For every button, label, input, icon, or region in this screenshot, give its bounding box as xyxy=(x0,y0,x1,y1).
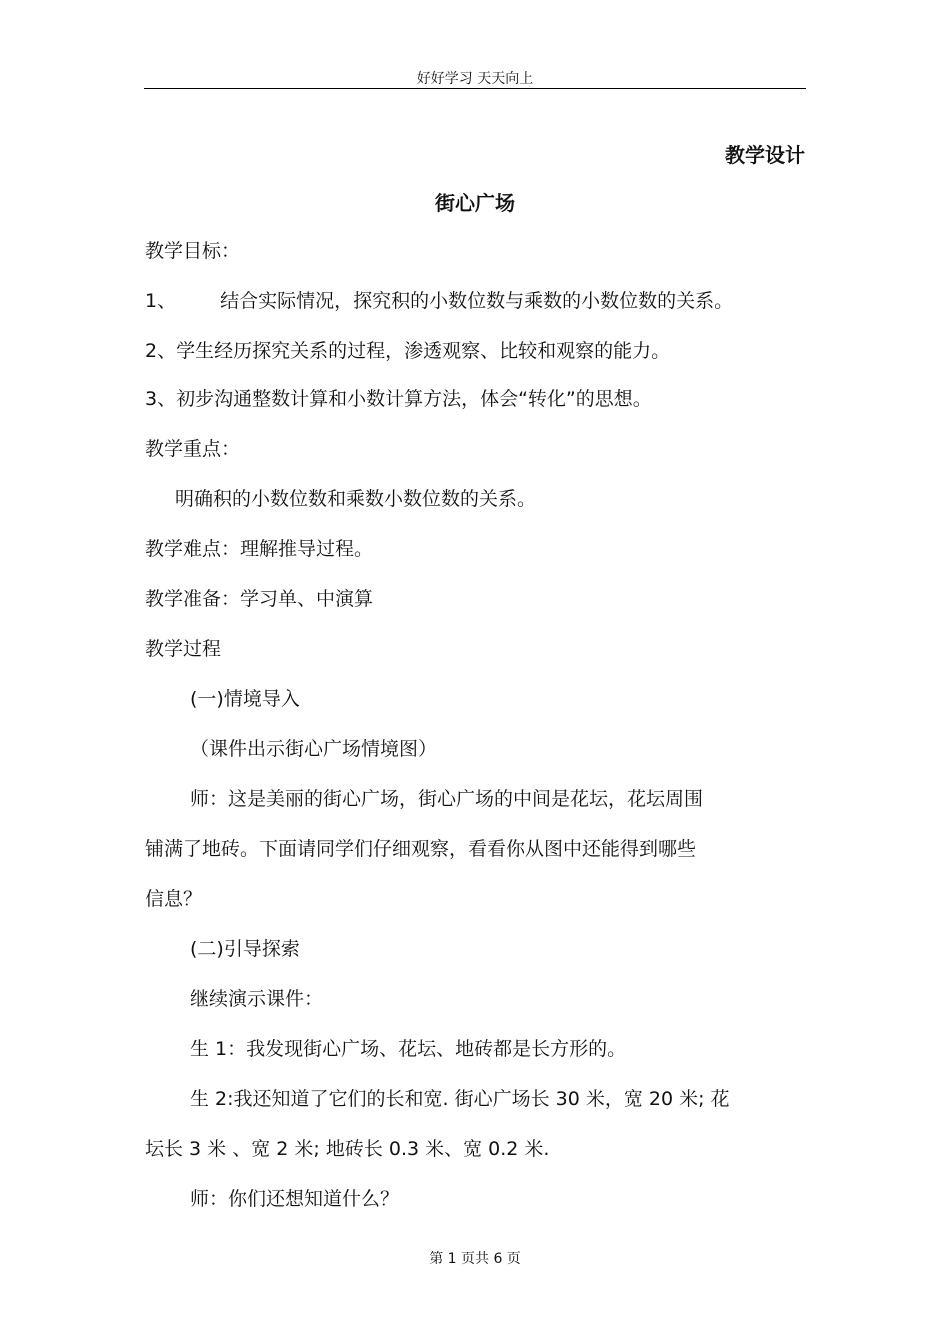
objective-item-1-text: 结合实际情况，探究积的小数位数与乘数的小数位数的关系。 xyxy=(220,290,734,312)
section-1-heading: (一)情境导入 xyxy=(190,688,300,710)
header-divider xyxy=(144,88,806,89)
objective-item-1-number: 1、 xyxy=(145,290,177,312)
courseware-note: （课件出示街心广场情境图） xyxy=(190,738,438,760)
student-2-line-1: 生 2:我还知道了它们的长和宽. 街心广场长 30 米，宽 20 米; 花 xyxy=(190,1088,730,1110)
student-2-line-2: 坛长 3 米 、宽 2 米; 地砖长 0.3 米、宽 0.2 米. xyxy=(145,1138,550,1160)
page-header: 好好学习 天天向上 xyxy=(416,71,534,87)
continue-line: 继续演示课件： xyxy=(190,988,324,1010)
teacher-question-line: 师：你们还想知道什么？ xyxy=(190,1188,400,1210)
key-points-heading: 教学重点： xyxy=(145,438,241,460)
objectives-heading: 教学目标： xyxy=(145,240,241,262)
teacher-paragraph-line-3: 信息？ xyxy=(145,888,203,910)
lesson-title: 街心广场 xyxy=(435,191,515,215)
teacher-paragraph-line-1: 师：这是美丽的街心广场，街心广场的中间是花坛，花坛周围 xyxy=(190,788,704,810)
teacher-paragraph-line-2: 铺满了地砖。下面请同学们仔细观察，看看你从图中还能得到哪些 xyxy=(145,838,697,860)
section-2-heading: (二)引导探索 xyxy=(190,938,300,960)
objective-item-3: 3、初步沟通整数计算和小数计算方法，体会“转化”的思想。 xyxy=(145,388,652,410)
key-points-text: 明确积的小数位数和乘数小数位数的关系。 xyxy=(175,488,537,510)
document-title: 教学设计 xyxy=(725,143,805,167)
student-1-line: 生 1：我发现街心广场、花坛、地砖都是长方形的。 xyxy=(190,1038,627,1060)
objective-item-2: 2、学生经历探究关系的过程，渗透观察、比较和观察的能力。 xyxy=(145,340,671,362)
objective-item-1 xyxy=(145,288,733,314)
difficulty-line: 教学难点：理解推导过程。 xyxy=(145,538,374,560)
page-footer: 第 1 页共 6 页 xyxy=(429,1251,521,1267)
preparation-line: 教学准备：学习单、中演算 xyxy=(145,588,374,610)
process-heading: 教学过程 xyxy=(145,638,222,660)
